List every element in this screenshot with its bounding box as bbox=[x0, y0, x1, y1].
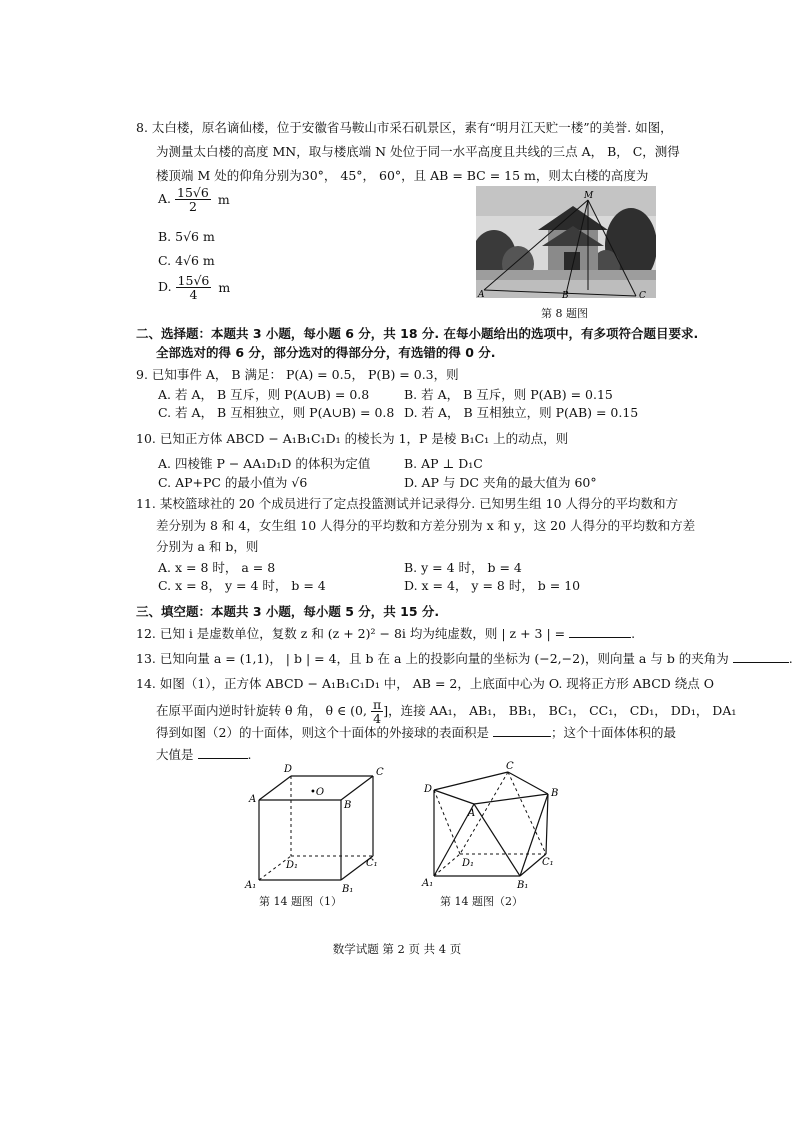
section2-heading-line1: 二、选择题：本题共 3 小题，每小题 6 分，共 18 分. 在每小题给出的选项中，有多项符合题目要求. bbox=[136, 326, 699, 341]
edge-DD1-hidden bbox=[434, 790, 460, 854]
label-C: C bbox=[639, 291, 646, 298]
edge-CB bbox=[341, 776, 373, 800]
edge-DA bbox=[434, 790, 474, 804]
q12-line: 12. 已知 i 是虚数单位，复数 z 和 (z + 2)² − 8i 均为纯虚数，则 | z + 3 | = . bbox=[136, 626, 636, 641]
label-A1: A₁ bbox=[245, 880, 257, 891]
q10-option-d: D. AP 与 DC 夹角的最大值为 60° bbox=[404, 475, 597, 490]
label-D1: D₁ bbox=[286, 860, 299, 871]
q10-option-a: A. 四棱锥 P − AA₁D₁D 的体积为定值 bbox=[158, 456, 371, 471]
q10-option-c: C. AP+PC 的最小值为 √6 bbox=[158, 475, 308, 490]
q11-option-c: C. x = 8， y = 4 时， b = 4 bbox=[158, 578, 326, 593]
q9-option-c: C. 若 A， B 互相独立，则 P(A∪B) = 0.8 bbox=[158, 405, 395, 420]
q10-stem: 10. 已知正方体 ABCD − A₁B₁C₁D₁ 的棱长为 1，P 是棱 B₁C₁ 上的动点，则 bbox=[136, 431, 569, 446]
q14-figure-2-caption: 第 14 题图（2） bbox=[440, 895, 523, 908]
q11-line1: 11. 某校篮球社的 20 个成员进行了定点投篮测试并记录得分. 已知男生组 10 人得分的平均数和方 bbox=[136, 496, 679, 511]
label-O: •O bbox=[310, 787, 325, 798]
label-A1: A₁ bbox=[422, 878, 434, 889]
edge-CC1-hidden bbox=[508, 772, 546, 854]
label-B1: B₁ bbox=[342, 884, 354, 895]
q9-stem: 9. 已知事件 A， B 满足： P(A) = 0.5， P(B) = 0.3，则 bbox=[136, 367, 459, 382]
q9-option-b: B. 若 A， B 互斥，则 P(AB) = 0.15 bbox=[404, 387, 613, 402]
label-B1: B₁ bbox=[517, 880, 529, 891]
q11-option-a: A. x = 8 时， a = 8 bbox=[158, 560, 276, 575]
label-D: D bbox=[424, 784, 433, 795]
label-A: A bbox=[249, 794, 257, 805]
q11-line2: 差分别为 8 和 4，女生组 10 人得分的平均数和方差分别为 x 和 y，这 20 人得分的平均数和方差 bbox=[156, 518, 696, 533]
edge-A1D1-hidden bbox=[434, 854, 460, 876]
q12-answer-blank[interactable] bbox=[569, 637, 631, 638]
q8-tower-photo bbox=[476, 186, 656, 298]
section2-heading-line2: 全部选对的得 6 分，部分选对的得部分分，有选错的得 0 分. bbox=[156, 345, 496, 360]
q9-option-d: D. 若 A， B 互相独立，则 P(AB) = 0.15 bbox=[404, 405, 639, 420]
q8-line3: 楼顶端 M 处的仰角分别为30°， 45°， 60°，且 AB = BC = 15 m，则太白楼的高度为 bbox=[156, 168, 649, 183]
q8-option-b: B. 5√6 m bbox=[158, 229, 215, 244]
q14-line2: 在原平面内逆时针旋转 θ 角， θ ∈ (0, $\frac{\pi}{4}$ ]，连接 AA₁， AB₁， BB₁， BC₁， CC₁， CD₁， DD₁， DA₁ bbox=[156, 697, 737, 726]
label-C1: C₁ bbox=[366, 858, 378, 869]
q14-line1: 14. 如图（1），正方体 ABCD − A₁B₁C₁D₁ 中， AB = 2，上底面中心为 O. 现将正方形 ABCD 绕点 O bbox=[136, 676, 714, 691]
edge-CB bbox=[508, 772, 548, 794]
q8-line2: 为测量太白楼的高度 MN，取与楼底端 N 处位于同一水平高度且共线的三点 A， B， C，测得 bbox=[156, 144, 680, 159]
q8-option-c: C. 4√6 m bbox=[158, 253, 215, 268]
label-C: C bbox=[376, 767, 384, 778]
edge-BC1 bbox=[546, 794, 548, 854]
label-B: B bbox=[551, 788, 559, 799]
q14-figure-2-decahedron bbox=[420, 760, 570, 895]
label-C: C bbox=[506, 761, 514, 772]
q14-figure-1-cube bbox=[240, 762, 390, 897]
q8-option-d-fraction: $\frac{15√6}{4}$ bbox=[177, 273, 210, 302]
q14-figure-1-caption: 第 14 题图（1） bbox=[259, 895, 342, 908]
q9-option-a: A. 若 A， B 互斥，则 P(A∪B) = 0.8 bbox=[158, 387, 370, 402]
q8-option-a: A. $\frac{15√6}{2}$ m bbox=[158, 185, 230, 214]
q14-line3: 得到如图（2）的十面体，则这个十面体的外接球的表面积是 ；这个十面体体积的最 bbox=[156, 725, 676, 740]
q14-line4: 大值是 . bbox=[156, 747, 252, 762]
edge-AB1 bbox=[474, 804, 520, 876]
q11-line3: 分别为 a 和 b，则 bbox=[156, 539, 259, 554]
photo-wall bbox=[476, 270, 656, 280]
q11-option-b: B. y = 4 时， b = 4 bbox=[404, 560, 522, 575]
q13-answer-blank[interactable] bbox=[733, 662, 789, 663]
label-M: M bbox=[584, 191, 594, 201]
label-B: B bbox=[562, 291, 569, 298]
q11-option-d: D. x = 4， y = 8 时， b = 10 bbox=[404, 578, 581, 593]
label-D1: D₁ bbox=[462, 858, 475, 869]
q8-option-d: D. $\frac{15√6}{4}$ m bbox=[158, 273, 231, 302]
label-C1: C₁ bbox=[542, 857, 554, 868]
edge-DA bbox=[259, 776, 291, 800]
label-D: D bbox=[284, 764, 293, 775]
label-B: B bbox=[344, 800, 352, 811]
q8-figure-caption: 第 8 题图 bbox=[541, 307, 588, 320]
page-footer: 数学试题 第 2 页 共 4 页 bbox=[332, 942, 462, 956]
q10-option-b: B. AP ⊥ D₁C bbox=[404, 456, 483, 471]
label-A: A bbox=[468, 808, 476, 819]
section3-heading: 三、填空题：本题共 3 小题，每小题 5 分，共 15 分. bbox=[136, 604, 440, 619]
q14-pi-over-4: $\frac{\pi}{4}$ bbox=[372, 697, 382, 726]
q8-option-a-fraction: $\frac{15√6}{2}$ bbox=[177, 185, 209, 214]
label-A: A bbox=[478, 290, 485, 298]
q13-line: 13. 已知向量 a = (1,1)， | b | = 4，且 b 在 a 上的投影向量的坐标为 (−2,−2)，则向量 a 与 b 的夹角为 . bbox=[136, 651, 793, 666]
q14-answer-blank-2[interactable] bbox=[198, 758, 248, 759]
q14-answer-blank-1[interactable] bbox=[493, 736, 551, 737]
edge-CD bbox=[434, 772, 508, 790]
q8-line1: 8. 太白楼，原名谪仙楼，位于安徽省马鞍山市采石矶景区，素有“明月江天贮一楼”的美誉. 如图， bbox=[136, 120, 673, 135]
edge-AB bbox=[474, 794, 548, 804]
